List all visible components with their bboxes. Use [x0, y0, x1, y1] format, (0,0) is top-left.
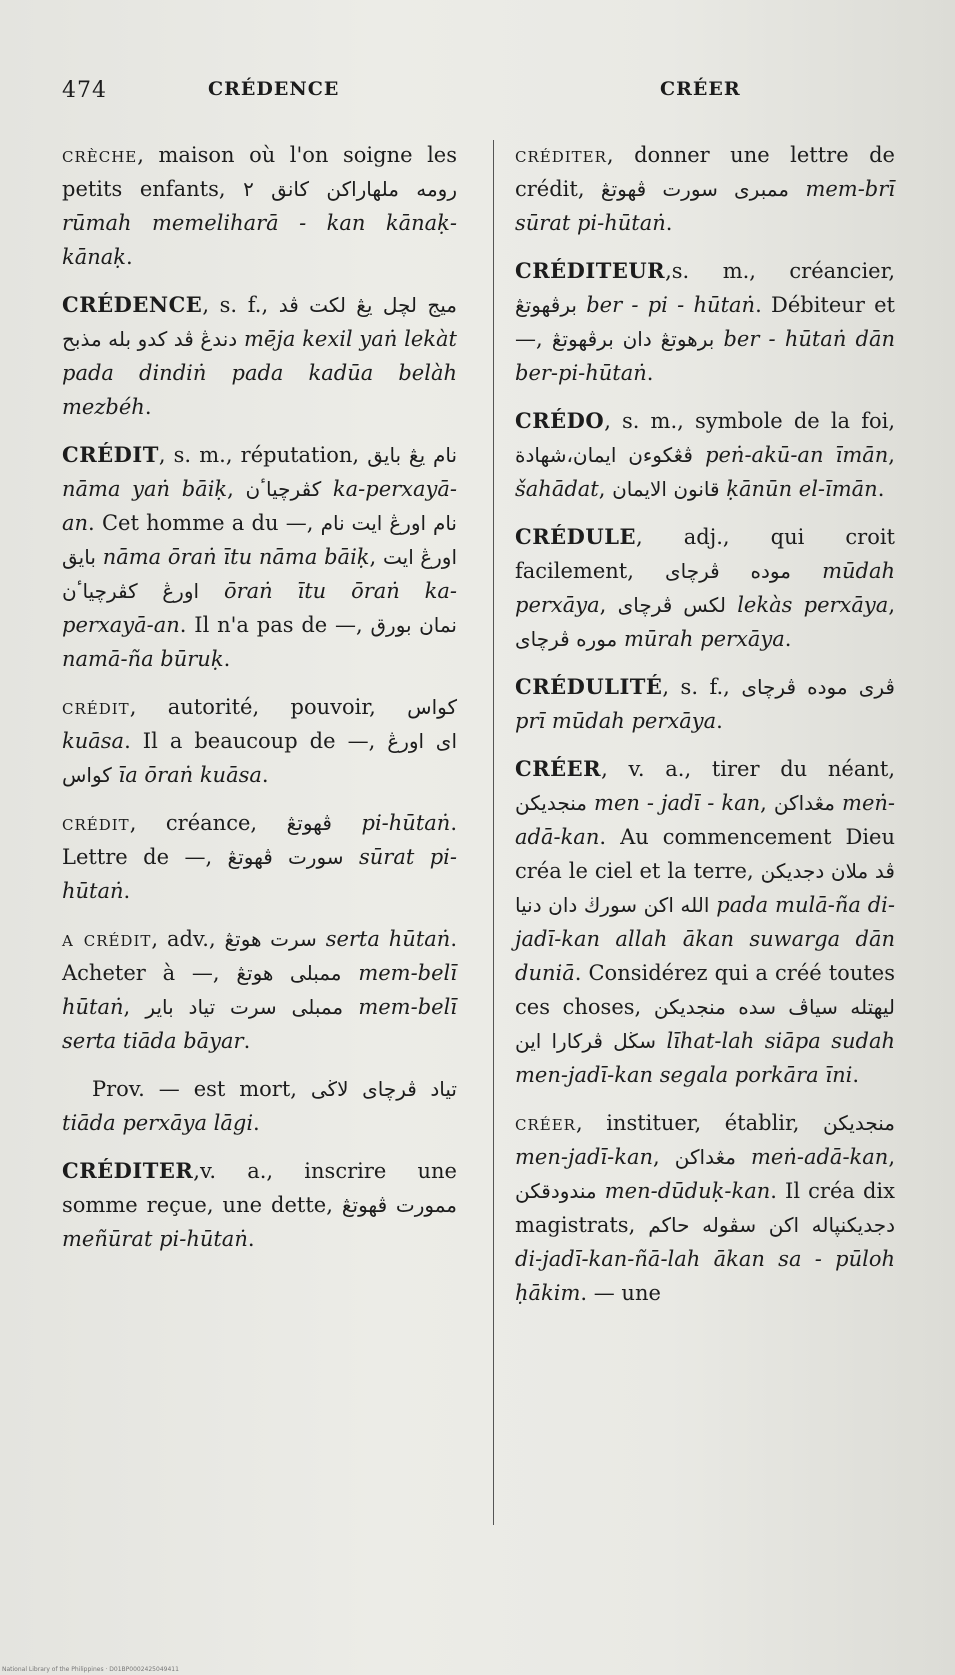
romanized-text: nāma yaṅ bāiḳ — [62, 477, 228, 502]
romanized-text: lekàs perxāya — [737, 593, 889, 618]
romanized-text: ḳānūn el-īmān — [726, 477, 878, 502]
headword: CRÉDITER — [62, 1158, 194, 1184]
dictionary-entry — [62, 438, 457, 676]
entry-text: , donner une lettre de crédit, — [515, 143, 895, 202]
dictionary-entry — [62, 1154, 457, 1256]
entry-text: . — [247, 1227, 255, 1252]
jawi-text: موره ڤرچاى — [515, 627, 618, 652]
entry-text: . — [716, 709, 723, 734]
entry-text: . — [877, 477, 885, 502]
romanized-text: mem-brī sūrat pi-hūtaṅ — [515, 177, 895, 236]
entry-text — [587, 791, 594, 815]
romanized-text: ōraṅ ītu ōraṅ ka-perxayā-an — [62, 579, 458, 638]
headword-small-caps: crédit — [62, 811, 130, 836]
romanized-text: īa ōraṅ kuāsa — [118, 763, 262, 788]
entry-text — [342, 961, 359, 985]
entry-text: . — [261, 763, 269, 788]
jawi-text: برڤهوتڠ — [515, 293, 577, 318]
romanized-text: men-jadī-kan — [515, 1145, 654, 1170]
entry-text: . Cet homme a du —, — [88, 511, 321, 536]
romanized-text: men-dūduḳ-kan — [604, 1179, 771, 1204]
left-column — [62, 138, 457, 1270]
headword: CRÉDENCE — [62, 292, 203, 318]
dictionary-entry — [515, 752, 895, 1092]
entry-text: , — [888, 443, 895, 468]
romanized-text: šahādat — [515, 477, 599, 502]
jawi-text: ڤهوتڠ — [286, 811, 332, 836]
entry-text — [344, 845, 359, 869]
right-column — [515, 138, 895, 1325]
romanized-text: mem-belī hūtaṅ — [62, 961, 457, 1020]
romanized-text: rūmah memeliharā - kan kānaḳ-kānaḳ — [62, 211, 457, 270]
entry-text: , adv., — [151, 927, 225, 952]
entry-text: Prov. — est mort, — [92, 1077, 311, 1102]
jawi-text: ڤڠكوءن ايمان،شهادة — [515, 443, 693, 468]
dictionary-entry — [62, 138, 457, 274]
entry-text: , — [227, 477, 246, 502]
jawi-text: ممبرى سورت ڤهوتڠ — [600, 177, 790, 202]
left-running-head: CRÉDENCE — [208, 78, 340, 100]
jawi-text: ميج لچل يڠ لكت ڤد دندڠ ڤد كدو بله مذبح — [62, 293, 457, 352]
headword: CRÉDO — [515, 408, 605, 434]
headword: CRÉDULITÉ — [515, 674, 663, 700]
entry-text: . — [223, 647, 231, 672]
entry-text: , s. m., symbole de la foi, — [604, 409, 895, 434]
jawi-text: ليهتله سياڤ سده منجديكن سڬل ڤركارا اين — [515, 995, 895, 1054]
entry-text: . — [144, 395, 152, 420]
romanized-text: ber - pi - hūtaṅ — [586, 293, 756, 318]
romanized-text: tiāda perxāya lāgi — [62, 1111, 254, 1136]
romanized-text: sūrat pi-hūtaṅ — [62, 845, 457, 904]
romanized-text: men - jadī - kan — [594, 791, 761, 816]
jawi-text: ممورت ڤهوتڠ — [341, 1193, 457, 1218]
entry-text — [835, 791, 842, 815]
romanized-text: nāma ōraṅ ītu nāma bāiḳ — [102, 545, 370, 570]
headword: CRÉDIT — [62, 442, 159, 468]
right-running-head: CRÉER — [660, 78, 741, 100]
jawi-text: مڠداكن — [674, 1145, 736, 1170]
jawi-text: سورت ڤهوتڠ — [227, 845, 344, 870]
jawi-text: ڤرى موده ڤرچاى — [741, 675, 895, 700]
jawi-text: لكس ڤرچاى — [617, 593, 726, 618]
jawi-text: برهوتڠ دان برڤهوتڠ — [551, 327, 715, 352]
entry-text: , instituer, établir, — [575, 1111, 823, 1136]
jawi-text: رومه ملهاراكن كانق ٢ — [243, 177, 457, 202]
entry-text: , — [598, 477, 613, 502]
entry-text: , — [369, 545, 383, 570]
entry-text: . Il créa dix magistrats, — [515, 1179, 895, 1238]
entry-text — [321, 477, 333, 501]
romanized-text: di-jadī-kan-ñā-lah ākan sa - pūloh ḥākim — [515, 1247, 895, 1306]
entry-text — [317, 927, 326, 951]
romanized-text: peṅ-akū-an īmān — [705, 443, 889, 468]
entry-text: , v. a., tirer du néant, — [601, 757, 895, 782]
column-divider — [493, 140, 494, 1525]
jawi-text: تياد ڤرچاى لاڬى — [310, 1077, 457, 1102]
dictionary-entry — [62, 1072, 457, 1140]
entry-text: . — [784, 627, 792, 652]
entry-text: , — [123, 995, 146, 1020]
headword-small-caps: créditer — [515, 143, 607, 167]
romanized-text: meṅ-adā-kan — [751, 1145, 889, 1170]
romanized-text: mūrah perxāya — [623, 627, 785, 652]
romanized-text: mem-belī serta tiāda bāyar — [62, 995, 457, 1054]
dictionary-entry — [62, 288, 457, 424]
dictionary-entry — [515, 520, 895, 656]
entry-text: . — [253, 1111, 260, 1136]
dictionary-entry — [515, 254, 895, 390]
romanized-text: prī mūdah perxāya — [515, 709, 717, 734]
entry-text — [791, 559, 822, 583]
jawi-text: نام يڠ بايق — [367, 443, 458, 468]
romanized-text: mūdah perxāya — [515, 559, 895, 618]
jawi-text: نمان بورق — [370, 613, 458, 638]
jawi-text: نام اورڠ ايت نام بايق — [62, 511, 457, 570]
entry-text — [597, 1179, 605, 1203]
entry-text — [199, 579, 224, 603]
entry-text: , — [653, 1145, 675, 1170]
dictionary-entry — [62, 690, 457, 792]
entry-text — [332, 811, 362, 835]
headword: CRÉDULE — [515, 524, 636, 550]
jawi-text: موده ڤرچاى — [665, 559, 791, 584]
entry-text — [237, 327, 244, 351]
romanized-text: pi-hūtaṅ — [361, 811, 451, 836]
headword-small-caps: créer — [515, 1111, 576, 1136]
romanized-text: ka-perxayā-an — [62, 477, 457, 536]
entry-text: , autorité, pouvoir, — [129, 695, 408, 720]
entry-text: , — [888, 593, 895, 618]
entry-text: , — [599, 593, 618, 618]
entry-text: . — [665, 211, 673, 236]
dictionary-entry — [515, 670, 895, 738]
entry-text: . Il n'a pas de —, — [179, 613, 371, 638]
jawi-text: كواس — [407, 695, 457, 720]
romanized-text: mēja kexil yaṅ lekàt pada dindiṅ pada kadūa belàh mezbéh — [62, 327, 457, 420]
entry-text — [656, 1029, 666, 1053]
jawi-text: اورڠ ايت اورڠ كڤرچياٴن — [62, 545, 458, 604]
entry-text — [789, 177, 805, 201]
romanized-text: ber - hūtaṅ dān ber-pi-hūtaṅ — [515, 327, 895, 386]
page-number: 474 — [62, 78, 107, 103]
library-credit: National Library of the Philippines · D01BP0002425049411 — [2, 1666, 179, 1673]
entry-text: . — [243, 1029, 251, 1054]
dictionary-entry — [515, 138, 895, 240]
entry-text: , — [888, 1145, 895, 1170]
entry-text — [96, 545, 103, 569]
entry-text: . Considérez qui a créé toutes ces choses, — [515, 961, 895, 1020]
headword: CRÉDITEUR — [515, 258, 666, 284]
entry-text: . Lettre de —, — [62, 811, 457, 870]
headword: CRÉER — [515, 756, 602, 782]
jawi-text: مندودقكن — [515, 1179, 597, 1204]
romanized-text: pada mulā-ña di-jadī-kan allah ākan suwarga dān duniā — [515, 893, 895, 986]
entry-text — [617, 627, 624, 651]
entry-text: , créance, — [129, 811, 287, 836]
entry-text: , s. f., — [202, 293, 279, 318]
jawi-text: كڤرچياٴن — [245, 477, 322, 502]
entry-text: . Il a beaucoup de —, — [124, 729, 388, 754]
entry-text — [726, 593, 737, 617]
romanized-text: namā-ña būruḳ — [62, 647, 224, 672]
entry-text — [736, 1145, 751, 1169]
entry-text — [343, 995, 358, 1019]
entry-text: , adj., qui croit facilement, — [515, 525, 895, 584]
entry-text: , maison où l'on soigne les petits enfants, — [62, 143, 457, 202]
entry-text: . — [646, 361, 654, 386]
entry-text: . Acheter à —, — [62, 927, 457, 986]
entry-text: . — [126, 245, 133, 270]
entry-text: , s. f., — [662, 675, 742, 700]
headword-small-caps: crédit — [62, 695, 130, 720]
entry-text: . — [123, 879, 131, 904]
jawi-text: دجديكنڽاله اكن سڤوله حاكم — [648, 1213, 895, 1238]
entry-text — [112, 763, 119, 787]
entry-text: . Au commencement Dieu créa le ciel et la terre, — [515, 825, 895, 884]
entry-text: ,v. a., inscrire une somme reçue, une dette, — [62, 1159, 457, 1218]
entry-text: . — une — [580, 1281, 661, 1306]
jawi-text: منجديكن — [823, 1111, 895, 1136]
entry-text — [577, 293, 586, 317]
headword-small-caps: crèche — [62, 143, 138, 167]
jawi-text: مڠداكن — [773, 791, 835, 816]
dictionary-entry — [62, 806, 457, 908]
romanized-text: meñūrat pi-hūtaṅ — [62, 1227, 248, 1252]
romanized-text: kuāsa — [62, 729, 125, 754]
jawi-text: سرت هوتڠ — [224, 927, 317, 952]
headword-small-caps: a crédit — [62, 927, 152, 952]
entry-text: ,s. m., créancier, — [665, 259, 895, 284]
jawi-text: ممبلى سرت تياد باير — [145, 995, 344, 1020]
jawi-text: ڤد ملان دجديكن الله اكن سورڬ دان دنيا — [515, 859, 895, 918]
entry-text: , — [760, 791, 774, 816]
entry-text: . — [852, 1063, 860, 1088]
dictionary-entry — [515, 1106, 895, 1310]
jawi-text: اى اورڠ كواس — [62, 729, 458, 788]
jawi-text: منجديكن — [515, 791, 587, 816]
entry-text: . Débiteur et —, — [515, 293, 895, 352]
romanized-text: meṅ-adā-kan — [515, 791, 895, 850]
jawi-text: ممبلى هوتڠ — [236, 961, 342, 986]
dictionary-entry — [515, 404, 895, 506]
romanized-text: serta hūtaṅ — [325, 927, 451, 952]
jawi-text: قانون الايمان — [612, 477, 720, 502]
entry-text — [693, 443, 705, 467]
dictionary-entry — [62, 922, 457, 1058]
entry-text: , s. m., réputation, — [158, 443, 368, 468]
romanized-text: līhat-lah siāpa sudah men-jadī-kan segala porkāra īni — [515, 1029, 895, 1088]
